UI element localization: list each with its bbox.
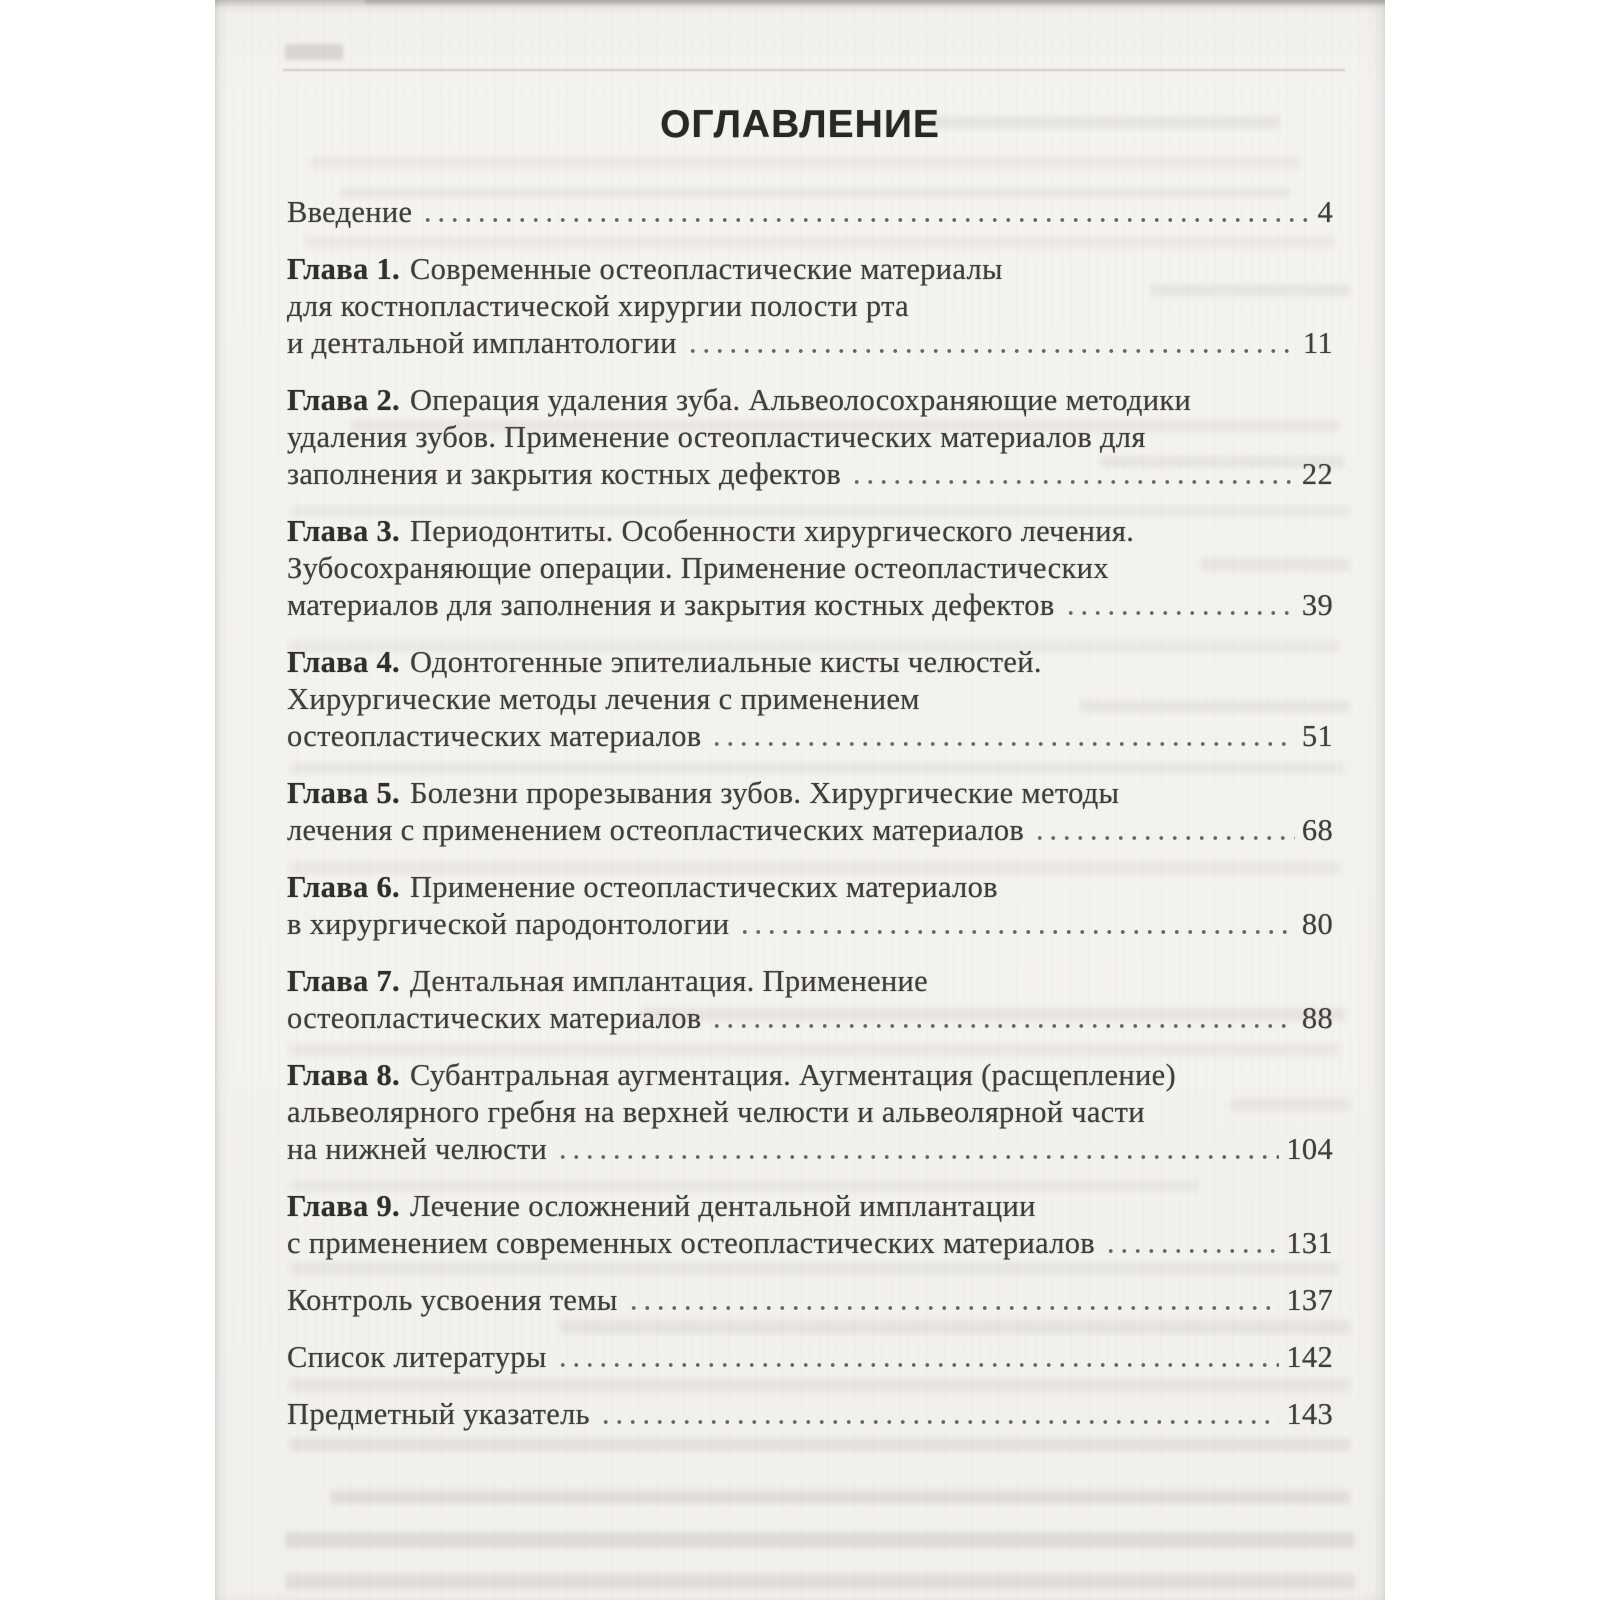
toc-entry [287, 963, 1333, 1037]
toc-entry-line [287, 963, 1333, 1000]
toc-page-number: 88 [1301, 1001, 1333, 1035]
toc-entry-line [287, 1282, 1333, 1319]
toc-entry-line [287, 382, 1333, 419]
toc-entry-text: Введение [287, 195, 413, 229]
bleed-through-line [290, 640, 1340, 652]
toc-entry-line [287, 1057, 1333, 1094]
bleed-through-line [930, 116, 1280, 129]
dot-leader [710, 739, 1294, 749]
toc-entry-text: остеопластических материалов [287, 1001, 702, 1035]
dot-leader [738, 927, 1295, 937]
toc-page-number: 142 [1286, 1340, 1333, 1374]
toc-chapter-label: Глава 8. [287, 1058, 400, 1092]
toc-page-number: 4 [1317, 195, 1333, 229]
toc-page-number: 131 [1286, 1226, 1333, 1260]
toc-entry-line [287, 812, 1333, 849]
dot-leader [686, 346, 1296, 356]
bleed-through-line [1150, 284, 1350, 296]
toc-entry-text-rest: Одонтогенные эпителиальные кисты челюстей. [409, 645, 1042, 679]
toc-chapter-label: Глава 9. [287, 1189, 400, 1223]
dot-leader [1033, 833, 1295, 843]
dot-leader [1104, 1246, 1279, 1256]
bleed-through-line [305, 236, 1335, 248]
toc-entry-text: лечения с применением остеопластических материалов [287, 813, 1025, 847]
toc-entry [287, 1396, 1333, 1433]
bleed-through-header-rule [283, 69, 1345, 71]
toc-entry-text: для костнопластической хирургии полости рта [287, 289, 909, 323]
bleed-through-line [290, 1262, 1340, 1275]
toc-entry-text-rest: Периодонтиты. Особенности хирургического лечения. [409, 514, 1135, 548]
bleed-through-line [340, 187, 1290, 198]
toc-entry-text [287, 1058, 1176, 1092]
toc-entry [287, 1282, 1333, 1319]
bleed-through-line [350, 420, 1340, 432]
toc-entry-text: Список литературы [287, 1340, 547, 1374]
toc-page-number: 11 [1303, 326, 1333, 360]
toc-entry-text: Хирургические методы лечения с применением [287, 682, 920, 716]
toc-page-number: 137 [1286, 1283, 1333, 1317]
toc-page-number: 80 [1301, 907, 1333, 941]
toc-page-number: 104 [1286, 1132, 1333, 1166]
bleed-through-line [285, 1532, 1355, 1548]
dot-leader [627, 1303, 1280, 1313]
toc-entry-text [287, 776, 1119, 810]
toc-entry-text [287, 870, 998, 904]
toc-entry-text [287, 252, 1003, 286]
toc-entry-line [287, 718, 1333, 755]
bleed-through-header-text [285, 44, 343, 60]
toc-chapter-label: Глава 7. [287, 964, 400, 998]
toc-chapter-label: Глава 2. [287, 383, 400, 417]
toc-chapter-label: Глава 5. [287, 776, 400, 810]
toc-entry [287, 1339, 1333, 1376]
toc-chapter-label: Глава 4. [287, 645, 400, 679]
toc-entry-line [287, 1396, 1333, 1433]
bleed-through-line [1200, 558, 1350, 571]
page-top-edge [365, 0, 1385, 6]
toc-entry [287, 382, 1333, 493]
toc-entry-text: на нижней челюсти [287, 1132, 548, 1166]
toc-entry [287, 775, 1333, 849]
toc-entry-line [287, 906, 1333, 943]
bleed-through-line [290, 862, 1340, 874]
book-page [215, 0, 1385, 1600]
toc-entry-line [287, 869, 1333, 906]
toc-entry-text-rest: Лечение осложнений дентальной имплантации [409, 1189, 1036, 1223]
toc-entry-line [287, 587, 1333, 624]
dot-leader [421, 215, 1310, 225]
toc-entry-text: Контроль усвоения темы [287, 1283, 618, 1317]
toc-entry-text-rest: Применение остеопластических материалов [409, 870, 998, 904]
bleed-through-line [330, 1490, 1350, 1504]
toc-entry-text [287, 1189, 1036, 1223]
bleed-through-line [1080, 700, 1350, 713]
toc-entry-text-rest: Субантральная аугментация. Аугментация (расщепление) [409, 1058, 1176, 1092]
dot-leader [1064, 608, 1295, 618]
toc-entry-line [287, 251, 1333, 288]
toc-entry [287, 1188, 1333, 1262]
toc-entry-line [287, 1188, 1333, 1225]
toc-entry-line [287, 1094, 1333, 1131]
toc-entry-line [287, 775, 1333, 812]
toc-entry-text: остеопластических материалов [287, 719, 702, 753]
bleed-through-line [290, 1180, 1200, 1192]
toc-entry-text: альвеолярного гребня на верхней челюсти и альвеолярной части [287, 1095, 1145, 1129]
toc-entry-text-rest: Дентальная имплантация. Применение [409, 964, 929, 998]
toc-entry-text: Предметный указатель [287, 1397, 590, 1431]
toc-chapter-label: Глава 1. [287, 252, 400, 286]
bleed-through-line [290, 1044, 1340, 1056]
toc-page-number: 68 [1301, 813, 1333, 847]
bleed-through-line [560, 1320, 1350, 1334]
page-title: ОГЛАВЛЕНИЕ [660, 103, 940, 146]
toc-entry-text: заполнения и закрытия костных дефектов [287, 457, 842, 491]
toc-entry-line [287, 325, 1333, 362]
toc-chapter-label: Глава 6. [287, 870, 400, 904]
toc-entry-text [287, 964, 928, 998]
bleed-through-line [640, 1008, 1345, 1021]
toc-entry [287, 513, 1333, 624]
toc-entry-text: с применением современных остеопластических материалов [287, 1226, 1095, 1260]
toc-page-number: 51 [1301, 719, 1333, 753]
toc-entry-line [287, 194, 1333, 231]
toc-entry [287, 194, 1333, 231]
bleed-through-line [285, 1574, 1355, 1590]
bleed-through-line [1230, 1098, 1350, 1111]
toc-entry-text-rest: Современные остеопластические материалы [409, 252, 1003, 286]
dot-leader [599, 1417, 1280, 1427]
toc-entry-line [287, 1131, 1333, 1168]
toc-entry-text: удаления зубов. Применение остеопластических материалов для [287, 420, 1146, 454]
toc-list [287, 194, 1333, 1433]
toc-entry-text: и дентальной имплантологии [287, 326, 677, 360]
bleed-through-line [290, 505, 1350, 517]
toc-page-number: 22 [1301, 457, 1333, 491]
toc-entry-line [287, 1225, 1333, 1262]
toc-entry-text-rest: Болезни прорезывания зубов. Хирургические методы [409, 776, 1120, 810]
bleed-through-line [310, 156, 1300, 169]
dot-leader [556, 1360, 1280, 1370]
toc-entry-line [287, 550, 1333, 587]
bleed-through-line [290, 762, 1345, 774]
toc-entry-text: материалов для заполнения и закрытия костных дефектов [287, 588, 1055, 622]
toc-chapter-label: Глава 3. [287, 514, 400, 548]
dot-leader [556, 1152, 1279, 1162]
toc-entry [287, 251, 1333, 362]
dot-leader [710, 1021, 1294, 1031]
bleed-through-line [290, 1378, 1350, 1392]
toc-entry [287, 1057, 1333, 1168]
toc-page-number: 143 [1286, 1397, 1333, 1431]
bleed-through-line [290, 1438, 1350, 1451]
toc-entry-text: в хирургической пародонтологии [287, 907, 730, 941]
toc-entry-text: Зубосохраняющие операции. Применение остеопластических [287, 551, 1109, 585]
toc-entry-line [287, 1339, 1333, 1376]
dot-leader [850, 477, 1295, 487]
toc-entry [287, 869, 1333, 943]
toc-entry-text [287, 514, 1134, 548]
toc-page-number: 39 [1301, 588, 1333, 622]
toc-entry-line [287, 513, 1333, 550]
toc-entry-text-rest: Операция удаления зуба. Альвеолосохраняющие методики [409, 383, 1192, 417]
toc-entry-text [287, 383, 1191, 417]
bleed-through-line [1100, 456, 1345, 468]
